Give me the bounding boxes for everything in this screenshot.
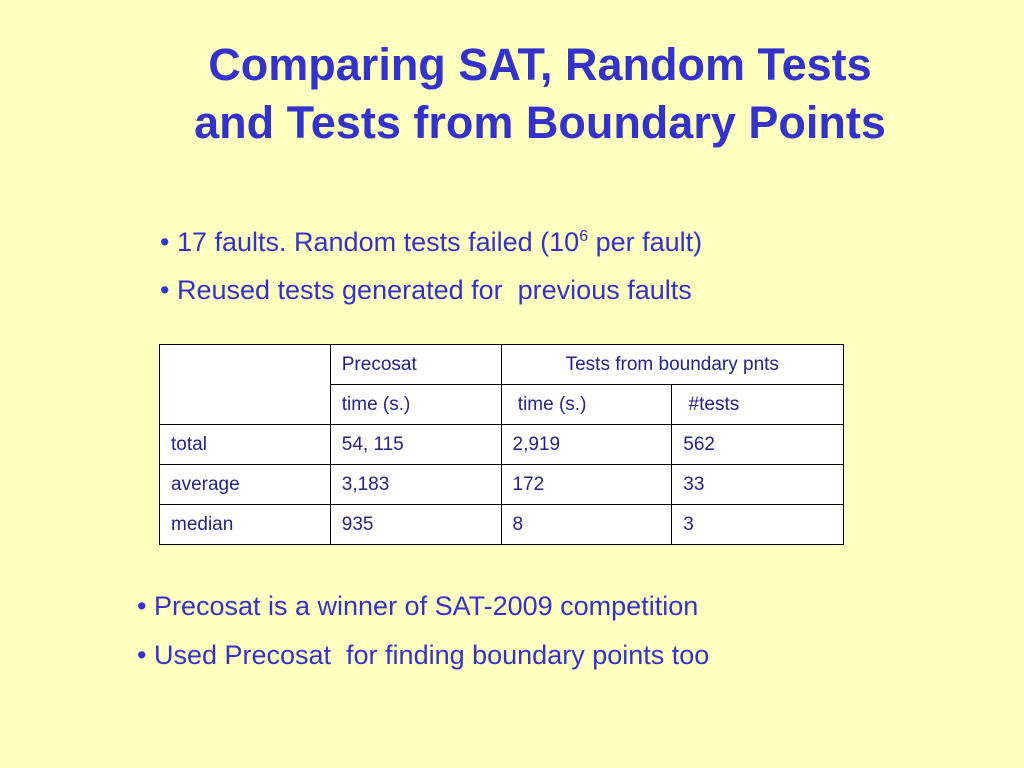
bullet-reused-tests: • Reused tests generated for previous faults (160, 275, 692, 305)
subheader-boundary-tests: #tests (672, 385, 844, 425)
bullet-faults-suffix: per fault) (588, 227, 703, 257)
results-table (159, 344, 844, 545)
table-row-total (160, 425, 844, 465)
table-row-median (160, 505, 844, 545)
bottom-bullet-list (137, 582, 709, 680)
bullet-faults-exponent: 6 (579, 228, 589, 245)
row-label: total (160, 425, 331, 465)
slide-title (60, 36, 1020, 152)
cell-boundary-time: 172 (501, 465, 672, 505)
table-header-row (160, 345, 844, 385)
cell-boundary-tests: 33 (672, 465, 844, 505)
bullet-faults-prefix: • 17 faults. Random tests failed (10 (160, 227, 580, 257)
cell-boundary-time: 2,919 (501, 425, 672, 465)
cell-boundary-tests: 3 (672, 505, 844, 545)
subheader-boundary-time: time (s.) (501, 385, 672, 425)
title-line-2: and Tests from Boundary Points (194, 97, 886, 148)
title-line-1: Comparing SAT, Random Tests (208, 39, 872, 90)
bullet-precosat-winner: • Precosat is a winner of SAT-2009 competition (137, 591, 699, 621)
subheader-precosat-time: time (s.) (330, 385, 501, 425)
cell-precosat-time: 54, 115 (330, 425, 501, 465)
table-row-average (160, 465, 844, 505)
cell-precosat-time: 3,183 (330, 465, 501, 505)
header-precosat: Precosat (330, 345, 501, 385)
cell-precosat-time: 935 (330, 505, 501, 545)
header-boundary-tests: Tests from boundary pnts (501, 345, 843, 385)
row-label: median (160, 505, 331, 545)
top-bullet-list (160, 218, 702, 314)
bullet-faults (160, 218, 702, 266)
cell-boundary-tests: 562 (672, 425, 844, 465)
bullet-used-precosat: • Used Precosat for finding boundary points too (137, 640, 710, 670)
table-corner-cell (160, 345, 331, 425)
row-label: average (160, 465, 331, 505)
cell-boundary-time: 8 (501, 505, 672, 545)
